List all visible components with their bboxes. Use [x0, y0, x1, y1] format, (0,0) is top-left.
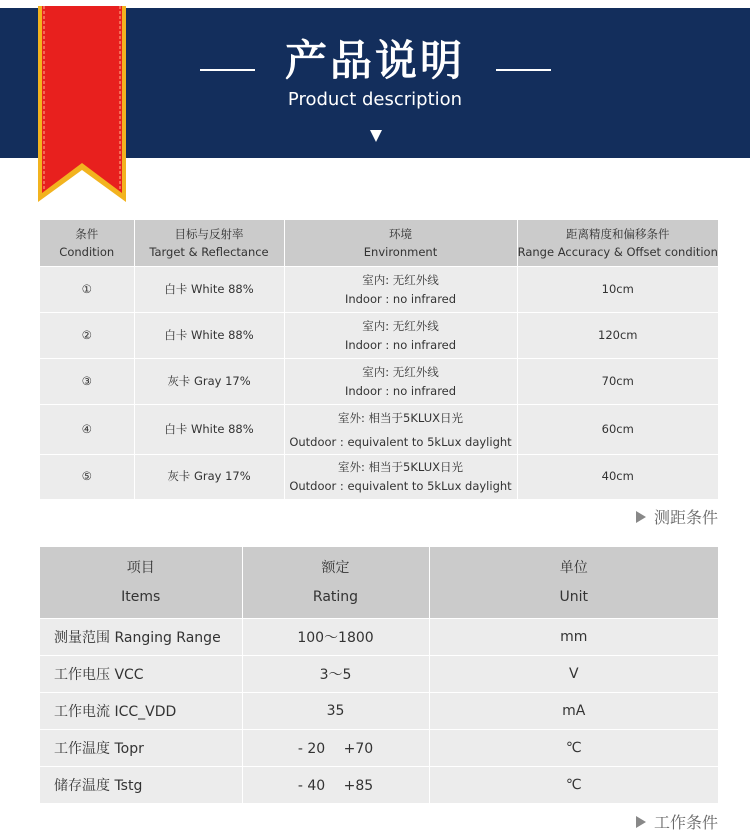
table-row [40, 267, 718, 313]
header-environment: 环境 Environment [284, 220, 517, 267]
cell-item: 工作电压 VCC [40, 656, 242, 693]
table-row [40, 619, 718, 656]
cell-item: 测量范围 Ranging Range [40, 619, 242, 656]
table-row [40, 693, 718, 730]
cell-target: 白卡 White 88% [134, 267, 284, 313]
cell-range: 70cm [517, 359, 718, 405]
table-row [40, 313, 718, 359]
table-row [40, 656, 718, 693]
cell-environment: 室内: 无红外线 Indoor : no infrared [284, 313, 517, 359]
table-row [40, 455, 718, 499]
ribbon-bookmark-icon [38, 6, 126, 202]
header-target: 目标与反射率 Target & Reflectance [134, 220, 284, 267]
header-unit: 单位 Unit [429, 547, 718, 619]
header-items: 项目 Items [40, 547, 242, 619]
table-row [40, 405, 718, 455]
header-rating: 额定 Rating [242, 547, 429, 619]
cell-rating: - 20 +70 [242, 730, 429, 767]
table-row [40, 767, 718, 804]
down-arrow-icon [370, 130, 382, 142]
cell-item: 储存温度 Tstg [40, 767, 242, 804]
header-range-accuracy: 距离精度和偏移条件 Range Accuracy & Offset condition [517, 220, 718, 267]
cell-condition-no: ④ [40, 405, 134, 455]
cell-unit: ℃ [429, 730, 718, 767]
table-header-row [40, 220, 718, 267]
page-title: 产品说明 [284, 36, 465, 85]
cell-target: 灰卡 Gray 17% [134, 359, 284, 405]
page-subtitle: Product description [287, 89, 463, 110]
table-row [40, 730, 718, 767]
cell-target: 白卡 White 88% [134, 313, 284, 359]
cell-item: 工作温度 Topr [40, 730, 242, 767]
cell-condition-no: ② [40, 313, 134, 359]
cell-condition-no: ⑤ [40, 455, 134, 499]
header-condition: 条件 Condition [40, 220, 134, 267]
cell-condition-no: ① [40, 267, 134, 313]
table-row [40, 359, 718, 405]
cell-item: 工作电流 ICC_VDD [40, 693, 242, 730]
table-header-row [40, 547, 718, 619]
cell-condition-no: ③ [40, 359, 134, 405]
cell-environment: 室外: 相当于5KLUX日光 Outdoor : equivalent to 5kLux daylight [284, 455, 517, 499]
working-conditions-table [40, 547, 718, 803]
cell-range: 10cm [517, 267, 718, 313]
cell-unit: mA [429, 693, 718, 730]
ranging-conditions-caption [636, 505, 718, 528]
cell-target: 白卡 White 88% [134, 405, 284, 455]
cell-environment: 室内: 无红外线 Indoor : no infrared [284, 359, 517, 405]
caption-text: 测距条件 [653, 508, 718, 527]
cell-range: 60cm [517, 405, 718, 455]
cell-unit: ℃ [429, 767, 718, 804]
cell-rating: 35 [242, 693, 429, 730]
cell-rating: - 40 +85 [242, 767, 429, 804]
working-conditions-caption [636, 810, 718, 833]
cell-target: 灰卡 Gray 17% [134, 455, 284, 499]
cell-range: 120cm [517, 313, 718, 359]
play-triangle-icon [636, 816, 646, 828]
cell-rating: 100～1800 [242, 619, 429, 656]
cell-range: 40cm [517, 455, 718, 499]
cell-environment: 室内: 无红外线 Indoor : no infrared [284, 267, 517, 313]
cell-environment: 室外: 相当于5KLUX日光 Outdoor : equivalent to 5kLux daylight [284, 405, 517, 455]
play-triangle-icon [636, 511, 646, 523]
cell-unit: V [429, 656, 718, 693]
caption-text: 工作条件 [653, 813, 718, 832]
cell-rating: 3～5 [242, 656, 429, 693]
ranging-conditions-table [40, 220, 718, 499]
cell-unit: mm [429, 619, 718, 656]
